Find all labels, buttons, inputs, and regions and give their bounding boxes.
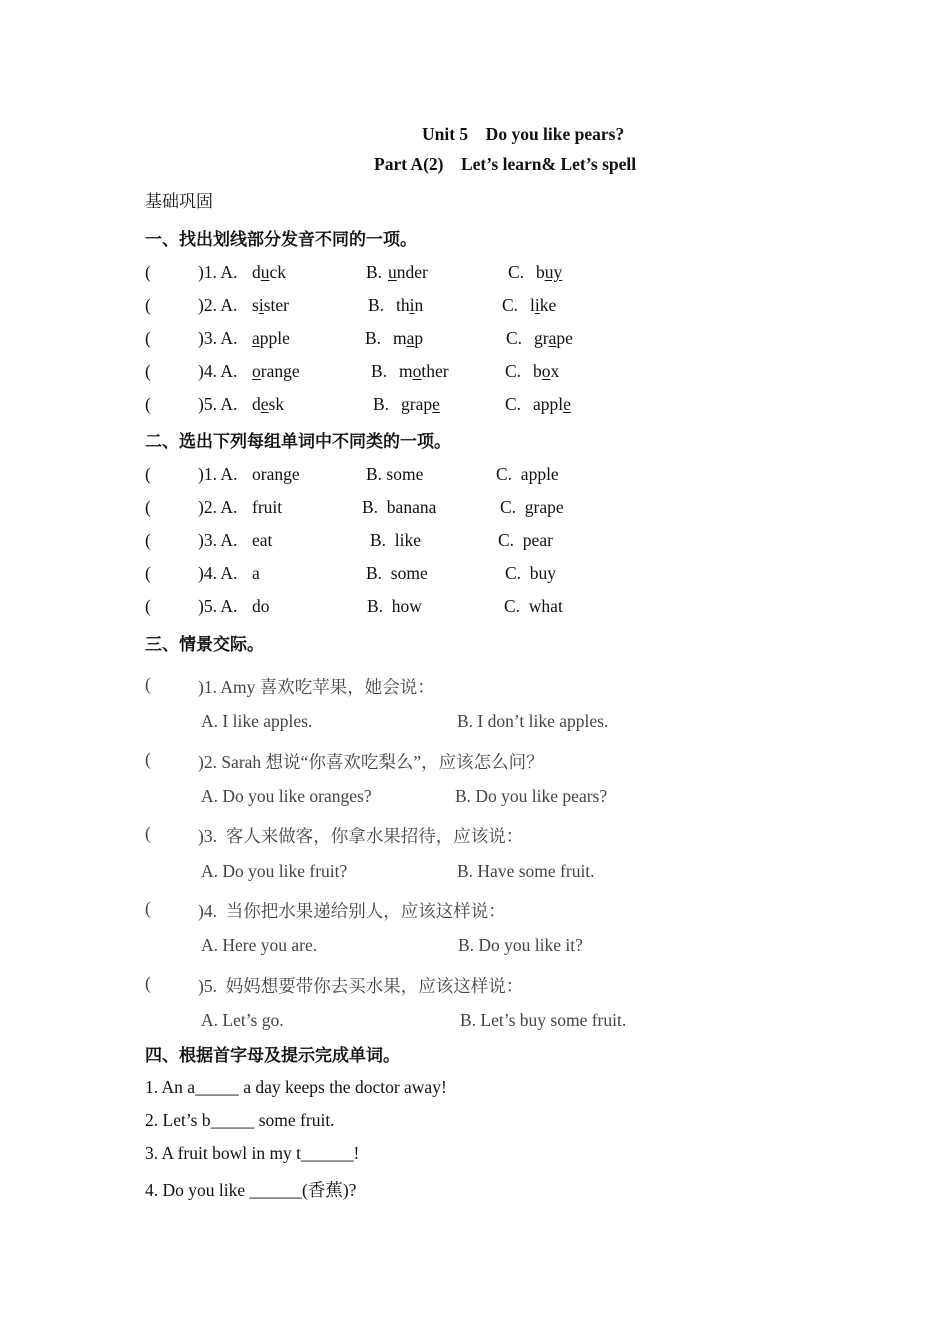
underlined-letters: u (260, 262, 270, 282)
option-a: A. I like apples. (201, 711, 313, 731)
answer-blank-open[interactable]: ( (145, 328, 151, 348)
option-word: duck (252, 262, 287, 282)
answer-blank-open[interactable]: ( (145, 262, 151, 282)
option-a (252, 361, 300, 382)
underlined-letters: e (432, 394, 440, 414)
answer-blank-open[interactable]: ( (145, 530, 151, 550)
option-b: B. some (366, 563, 428, 583)
underlined-letters: i (258, 295, 264, 315)
answer-blank-open[interactable]: ( (145, 464, 151, 484)
option-word: buy (536, 262, 563, 282)
option-b-label: B. (366, 262, 383, 282)
underlined-letters: a (548, 328, 557, 348)
option-a (252, 262, 286, 283)
option-c-label: C. (502, 295, 519, 315)
answer-blank-open[interactable]: ( (145, 898, 151, 918)
option-b: B. I don’t like apples. (457, 711, 609, 731)
option-a: a (252, 563, 260, 583)
option-a: A. Do you like fruit? (201, 861, 348, 881)
option-a: A. Do you like oranges? (201, 786, 372, 806)
option-word: orange (252, 361, 300, 381)
question-number: )1. A. (198, 464, 238, 484)
answer-blank-open[interactable]: ( (145, 749, 151, 769)
question-number: )3. A. (198, 328, 238, 348)
underlined-letters: o (412, 361, 422, 381)
fill-in-item: 2. Let’s b_____ some fruit. (145, 1110, 335, 1130)
question-number: )5. A. (198, 596, 238, 616)
option-c-label: C. (508, 262, 525, 282)
option-c-label: C. (505, 361, 522, 381)
answer-blank-open[interactable]: ( (145, 394, 151, 414)
option-word: mother (399, 361, 449, 381)
option-b: B. Do you like it? (458, 935, 583, 955)
option-b: B. Have some fruit. (457, 861, 595, 881)
worksheet-subtitle: Part A(2) Let’s learn& Let’s spell (374, 154, 637, 174)
option-a: do (252, 596, 270, 616)
option-word: grape (401, 394, 440, 414)
question-number: )1. A. (198, 262, 238, 282)
underlined-letters: uy (544, 262, 563, 282)
answer-blank-open[interactable]: ( (145, 596, 151, 616)
question-text: )2. Sarah 想说“你喜欢吃梨么”，应该怎么问？ (198, 752, 544, 772)
question-number: )4. A. (198, 361, 238, 381)
option-b (396, 295, 423, 316)
option-word: thin (396, 295, 424, 315)
section4-heading: 四、根据首字母及提示完成单词。 (145, 1046, 400, 1066)
option-b-label: B. (365, 328, 382, 348)
option-a: A. Let’s go. (201, 1010, 284, 1030)
option-word: grape (534, 328, 573, 348)
option-c: C. buy (505, 563, 557, 583)
underlined-letters: e (260, 394, 269, 414)
option-b: B. how (367, 596, 422, 616)
question-number: )2. A. (198, 295, 238, 315)
underlined-letters: o (541, 361, 551, 381)
answer-blank-open[interactable]: ( (145, 295, 151, 315)
option-c: C. apple (496, 464, 559, 484)
answer-blank-open[interactable]: ( (145, 674, 151, 694)
option-a (252, 328, 290, 349)
answer-blank-open[interactable]: ( (145, 361, 151, 381)
option-b-label: B. (373, 394, 390, 414)
option-word: sister (252, 295, 289, 315)
underlined-letters: u (388, 262, 397, 282)
underlined-letters: e (563, 394, 571, 414)
underlined-letters: a (406, 328, 415, 348)
question-text: )1. Amy 喜欢吃苹果，她会说： (198, 677, 435, 697)
answer-blank-open[interactable]: ( (145, 497, 151, 517)
answer-blank-open[interactable]: ( (145, 973, 151, 993)
fill-in-item: 4. Do you like ______(香蕉)? (145, 1180, 357, 1200)
underlined-letters: i (409, 295, 415, 315)
option-word: like (530, 295, 557, 315)
question-number: )5. A. (198, 394, 238, 414)
option-c: C. what (504, 596, 563, 616)
option-c (533, 394, 571, 415)
section1-heading: 一、找出划线部分发音不同的一项。 (145, 230, 417, 250)
option-c: C. grape (500, 497, 564, 517)
section-label: 基础巩固 (145, 192, 213, 212)
option-b (388, 262, 428, 283)
option-b-label: B. (368, 295, 385, 315)
option-a (252, 295, 289, 316)
option-b: B. Do you like pears? (455, 786, 608, 806)
question-text: )4. 当你把水果递给别人，应该这样说： (198, 901, 506, 921)
option-word: desk (252, 394, 285, 414)
fill-in-item: 1. An a_____ a day keeps the doctor away! (145, 1077, 447, 1097)
section3-heading: 三、情景交际。 (145, 635, 264, 655)
option-a: fruit (252, 497, 283, 517)
option-b (399, 361, 449, 382)
option-c (530, 295, 556, 316)
option-b (401, 394, 440, 415)
option-b: B. some (366, 464, 424, 484)
question-text: )5. 妈妈想要带你去买水果，应该这样说： (198, 976, 524, 996)
option-b: B. like (370, 530, 422, 550)
option-b: B. Let’s buy some fruit. (460, 1010, 627, 1030)
question-number: )4. A. (198, 563, 238, 583)
option-word: under (388, 262, 428, 282)
option-b (393, 328, 423, 349)
option-b: B. banana (362, 497, 437, 517)
underlined-letters: o (252, 361, 261, 381)
option-c (533, 361, 559, 382)
answer-blank-open[interactable]: ( (145, 563, 151, 583)
answer-blank-open[interactable]: ( (145, 823, 151, 843)
option-a: eat (252, 530, 273, 550)
underlined-letters: a (252, 328, 260, 348)
option-a (252, 394, 284, 415)
option-c-label: C. (505, 394, 522, 414)
option-c (534, 328, 573, 349)
fill-in-item: 3. A fruit bowl in my t______! (145, 1143, 360, 1163)
question-text: )3. 客人来做客，你拿水果招待，应该说： (198, 826, 524, 846)
worksheet-title: Unit 5 Do you like pears? (422, 124, 625, 144)
option-word: box (533, 361, 560, 381)
section2-heading: 二、选出下列每组单词中不同类的一项。 (145, 432, 451, 452)
option-word: apple (533, 394, 571, 414)
underlined-letters: i (534, 295, 540, 315)
option-c: C. pear (498, 530, 553, 550)
option-word: map (393, 328, 424, 348)
option-b-label: B. (371, 361, 388, 381)
option-c-label: C. (506, 328, 523, 348)
option-a: A. Here you are. (201, 935, 318, 955)
option-a: orange (252, 464, 300, 484)
question-number: )2. A. (198, 497, 238, 517)
option-c (536, 262, 562, 283)
option-word: apple (252, 328, 290, 348)
question-number: )3. A. (198, 530, 238, 550)
